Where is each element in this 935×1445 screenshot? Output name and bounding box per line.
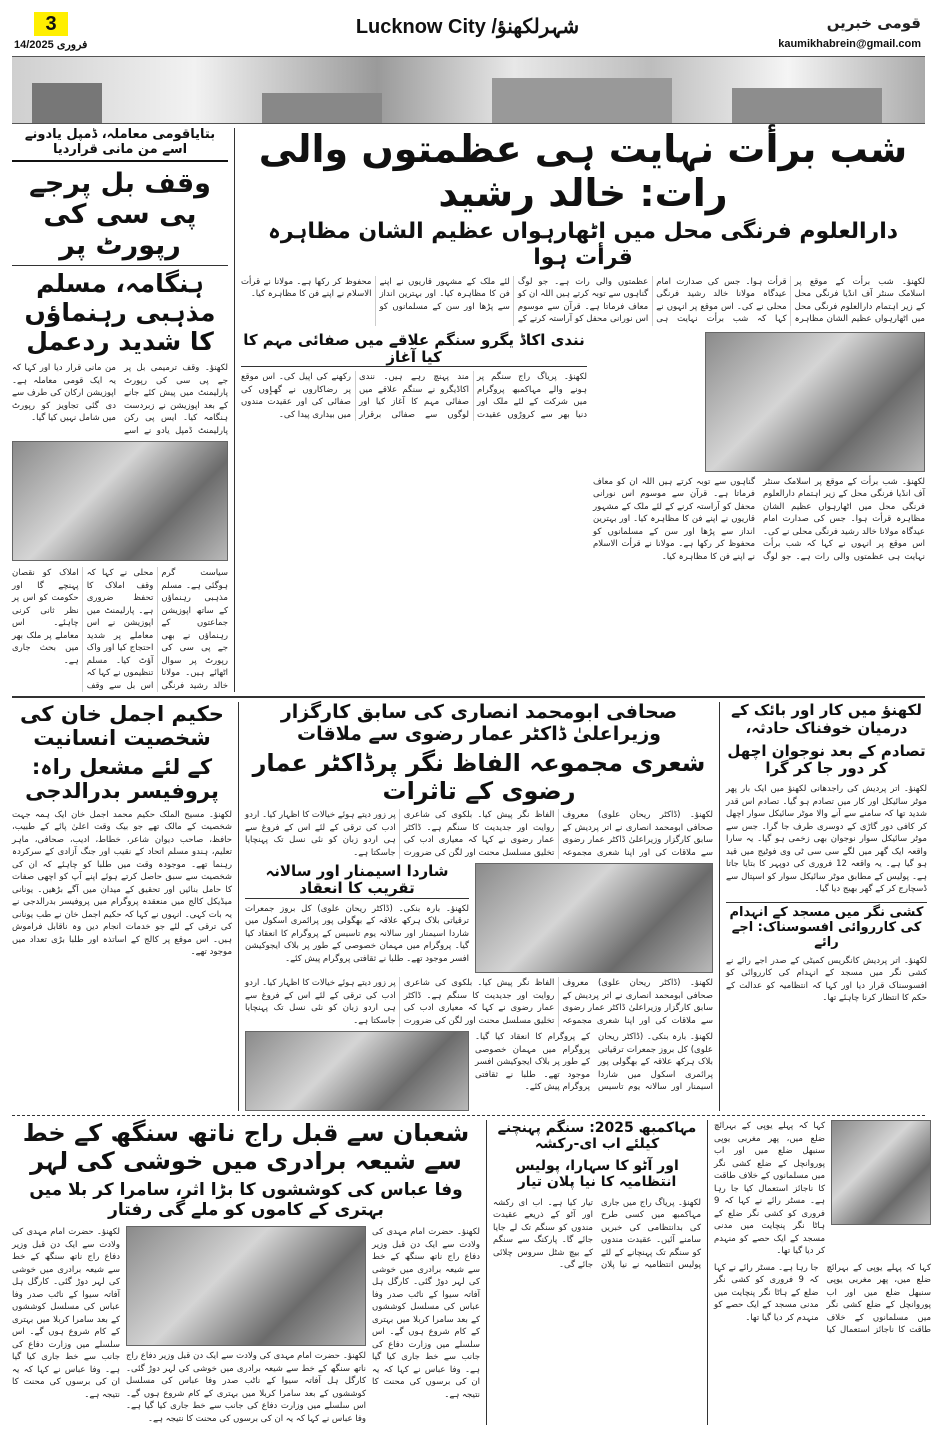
- article-kicker: بتایاقومی معاملہ، ڈمپل یادونے اسے من مانی قراردیا: [12, 128, 228, 162]
- photo-and-continuation: [593, 332, 925, 564]
- article-body-2: لکھنؤ۔ بارہ بنکی۔ (ڈاکٹر ریحان علوی) کل بروز جمعرات ترقیاتی بلاک ہرکھ علاقہ کے بھگولی پور پرائمری اسکول میں شاردا اسیمنار اور سالانہ یوم تاسیس کے پروگرام کا انعقاد کیا گیا۔ پروگرام میں مہمان خصوصی کے طور پر بلاک ایجوکیشن افسر موجود تھے۔ طلبا نے ثقافتی پروگرام پیش کئے۔: [245, 903, 469, 964]
- photo-with-caption: [126, 1226, 366, 1425]
- article-headline-2: وفا عباس کی کوششوں کا بڑا اثر، سامرا کر بلا میں بہتری کے کاموں کو ملے گی رفتار: [29, 1180, 463, 1220]
- subsection-cleanliness-drive: [241, 332, 587, 422]
- article-headline: شعبان سے قبل راج ناتھ سنگھ کے خط سے شیعہ برادری میں خوشی کی لہر: [22, 1119, 470, 1175]
- column-divider: [707, 1120, 708, 1425]
- article-body: لکھنؤ۔ اتر پردیش کی راجدھانی لکھنؤ میں ایک بار پھر موٹر سائیکل اور کار میں تصادم ہو گیا۔ تصادم اس قدر شدید تھا کہ سامنے سے آنے والا موٹر سائیکل سوار اچھل کر کافی دور گاڑی کے دوسری طرف جا گرا۔ جس سے موٹر سائیکل سوار نوجوان بھی زخمی ہو گیا۔ یہ سارا واقعہ ایک گھر میں لگے سی سی ٹی وی فوٹیج میں قید ہو گیا ہے۔ یہ واقعہ 12 فروری کی دوپہر کا بتایا جاتا ہے۔ پولیس کے مطابق موٹر سائیکل سوار کو اسپتال سے ڈسچارج کر کے گھر بھیج دیا گیا۔: [726, 784, 928, 895]
- middle-row: [12, 701, 928, 1111]
- article-subsection-heading: شاردا اسیمنار اور سالانہ تقریب کا انعقاد: [245, 863, 469, 899]
- article-body-2-continued: لکھنؤ۔ بارہ بنکی۔ (ڈاکٹر ریحان علوی) کل بروز جمعرات ترقیاتی بلاک ہرکھ علاقہ کے بھگولی پور پرائمری اسکول میں شاردا اسیمنار اور سالانہ یوم تاسیس کے پروگرام کا انعقاد کیا گیا۔ پروگرام میں مہمان خصوصی کے طور پر بلاک ایجوکیشن افسر موجود تھے۔ طلبا نے ثقافتی پروگرام پیش کئے۔: [475, 1032, 713, 1093]
- photo-caption: لکھنؤ۔ حضرت امام مہدی کی ولادت سے ایک دن قبل وزیر دفاع راج ناتھ سنگھ کے خط سے شیعہ برادری میں خوشی کی لہر دوڑ گئی۔ کارگل ہل آفاتہ سیوا کے ناٹب صدر وفا عباس کی مسلسل کوششوں کے بعد سامرا کربلا میں بہتری کے کام شروع ہوں گے۔ اس سلسلے میں وزارت دفاع کی جانب سے خط جاری کیا گیا ہے۔ وفا عباس نے کہا کہ یہ ان کی برسوں کی محنت کا نتیجہ ہے۔: [126, 1351, 366, 1424]
- column-divider: [238, 702, 239, 1111]
- article-headline-2: شعری مجموعہ الفاظ نگر پرڈاکٹر عمار رضوی کے تاثرات: [252, 748, 706, 805]
- column-divider: [719, 702, 720, 1111]
- rajnath-singh-meeting-photo: [126, 1226, 366, 1346]
- article-headline: صحافی ابومحمد انصاری کی سابق کارگزار وزیراعلیٰ ڈاکٹر عمار رضوی سے ملاقات: [280, 701, 678, 746]
- top-row: [12, 128, 925, 692]
- dimple-yadav-photo: [12, 441, 228, 561]
- article-shab-e-barat: [241, 128, 925, 563]
- article-body-continued: سیاست گرم ہوگئی ہے۔ مسلم مذہبی رہنماؤں کے ساتھ اپوزیشن جماعتوں کے رہنماؤں نے بھی جے پی سی کی رپورٹ پر سوال اٹھائے ہیں۔ مولانا خالد رشید فرنگی محلی نے کہا کہ وقف املاک کا تحفظ ضروری ہے۔ پارلیمنٹ میں اپوزیشن نے اس معاملے پر شدید احتجاج کیا اور واک آؤٹ کیا۔ مسلم تنظیموں نے کہا کہ اس بل سے وقف املاک کو نقصان پہنچے گا اور حکومت کو اس پر نظر ثانی کرنی چاہئے۔ اس معاملے پر ملک بھر میں بحث جاری ہے۔: [12, 568, 228, 691]
- contact-email: kaumikhabrein@gmail.com: [778, 38, 921, 50]
- article-headline-3: کشی نگر میں مسجد کے انہدام کی کارروائی افسوسناک: اجے رائے: [726, 902, 927, 951]
- article-headline-2: تصادم کے بعد نوجوان اچھل کر دور جا کر گرا: [727, 741, 926, 778]
- masthead-logo: قومی خبریں: [826, 14, 921, 32]
- city-skyline-banner: [12, 56, 925, 124]
- article-body-2: لکھنؤ۔ پریاگ راج سنگم پر ہونے والے مہاکمبھ پروگرام میں شرکت کے لئے ملک اور دنیا بھر سے کروڑوں عقیدت مند پہنچ رہے ہیں۔ نندی اکاڈیگرو نے سنگم علاقے میں صفائی مہم کا آغاز کیا اور لوگوں سے صفائی برقرار رکھنے کی اپیل کی۔ اس موقع پر رضاکاروں نے گھاٟوں کی صفائی کی اور عقیدت مندوں میں بیداری پیدا کی۔: [241, 372, 587, 420]
- issue-date: 14/فروری 2025: [14, 39, 88, 51]
- section-title: Lucknow City /شہرلکھنؤ: [355, 16, 580, 38]
- article-hakim-ajmal-khan: [12, 702, 232, 959]
- article-headline-2: کے لئے مشعل راہ: پروفیسر بدرالدجی: [25, 754, 219, 803]
- subsection-seminar: [245, 863, 469, 965]
- article-body-continued: کہا کہ پہلے یوپی کے بہرائچ ضلع میں، پھر مغربی یوپی سنبھل ضلع میں اور اب پوروانچل کے ضلع کشی نگر میں مسلمانوں کے خلاف طاقت کا ناجائز استعمال کیا جا رہا ہے۔ مسٹر رائے نے کہا کہ 9 فروری کو کشی نگر ضلع کے ہاٹا نگر پنچایت میں مدنی مسجد کے ایک حصے کو منہدم کر دیا گیا تھا۔: [714, 1262, 931, 1336]
- article-body: لکھنؤ۔ مسیح الملک حکیم محمد اجمل خان ایک ہمہ جہت شخصیت کے مالک تھے جو بیک وقت اعلیٰ پائے کے طبیب، حافظ، صاحب دیوان شاعر، خطاط، ادیب، صحافی، ماہر تعلیم، ہندو مسلم اتحاد کے نقیب اور جنگ آزادی کے سرکردہ رہنما تھے۔ موجودہ وقت میں طلبا کو چاہئے کہ ان کی شخصیت سے سبق حاصل کرتے ہوئے اپنے آپ کو اچھی صفات کا حامل بنائیں اور تحقیق کے میدان میں آگے بڑھیں۔ یونانی میڈیکل کالج میں منعقدہ پروگرام میں پروفیسر بدرالدجی نے یہ بات کہی۔ انہوں نے کہا کہ حکیم اجمل خان نے طب یونانی کی ترقی کے لئے جو خدمات انجام دیں وہ ناقابل فراموش ہیں۔ اس موقع پر کالج کے اساتذہ اور طلبا بڑی تعداد میں موجود تھے۔: [12, 809, 232, 958]
- article-ammar-rizvi-meeting: [245, 702, 713, 1111]
- article-body: لکھنؤ۔ وقف ترمیمی بل پر جے پی سی کی رپورٹ پارلیمنٹ میں پیش کئے جانے کے بعد اپوزیشن نے زبردست ہنگامہ کیا۔ ایس پی رکن پارلیمنٹ ڈمپل یادو نے اسے من مانی قرار دیا اور کہا کہ یہ ایک قومی معاملہ ہے۔ اپوزیشن ارکان کی طرف سے دی گئی تجاویز کو رپورٹ میں شامل نہیں کیا گیا۔: [12, 363, 228, 436]
- seminar-and-photo-row: [245, 863, 713, 973]
- headline-rule: [12, 265, 228, 266]
- column-divider: [486, 1120, 487, 1425]
- article-body-continued: لکھنؤ۔ شب برأت کے موقع پر اسلامک سنٹر آف انڈیا فرنگی محل کے زیر اہتمام دارالعلوم فرنگی محل میں اٹھارہواں عظیم الشان مظاہرہ قرأت ہوا۔ جس کی صدارت امام عیدگاہ مولانا خالد رشید فرنگی محلی نے کی۔ اس موقع پر انہوں نے کہا کہ شب برأت نہایت ہی عظمتوں والی رات ہے۔ جو لوگ گناہوں سے توبہ کرتے ہیں اللہ ان کو معاف فرماتا ہے۔ قرآن سے موسوم اس نورانی محفل کو آراستہ کرنے کے لئے ملک کے مشہور قاریوں نے اپنے فن کا مظاہرہ کیا۔ اور بہترین انداز سے پڑھا اور سن کے مسلمانوں کو محفوظ کر رکھا ہے۔ مولانا نے قرأت الاسلام نے اپنے فن کا مظاہرہ کیا۔: [593, 476, 925, 562]
- article-headline-2: اور آٹو کا سہارا، پولیس انتظامیہ کا نیا پلان تیار: [515, 1158, 679, 1191]
- khalid-rasheed-photo: [705, 332, 925, 472]
- article-headline: لکھنؤ میں کار اور بائک کے درمیان خوفناک حادثہ،: [731, 701, 922, 737]
- article-mahakumbh: [493, 1120, 701, 1271]
- article-headline: حکیم اجمل خان کی شخصیت انسانیت: [20, 702, 224, 751]
- article-body: لکھنؤ۔ پریاگ راج میں جاری مہاکمبھ میں کسی طرح کی بدانتظامی کی خبریں سامنے آئیں۔ عقیدت مندوں کو سنگم تک پہنچانے کے لئے پولیس انتظامیہ نے نیا پلان تیار کیا ہے۔ اب ای رکشہ اور آٹو کے ذریعے عقیدت مندوں کو سنگم تک لے جایا جائے گا۔ پارکنگ سے سنگم کے بیچ شٹل سروس چلائی جائے گی۔: [493, 1197, 701, 1271]
- article-headline-2: ہنگامہ، مسلم مذہبی رہنماؤں کا شدید ردعمل: [24, 269, 216, 356]
- article-body: کہا کہ پہلے یوپی کے بہرائچ ضلع میں، پھر مغربی یوپی سنبھل ضلع میں اور اب پوروانچل کے ضلع کشی نگر میں مسلمانوں کے خلاف طاقت کا ناجائز استعمال کیا جا رہا ہے۔ مسٹر رائے نے کہا کہ 9 فروری کو کشی نگر ضلع کے ہاٹا نگر پنچایت میں مدنی مسجد کے ایک حصے کو منہدم کر دیا گیا تھا۔: [714, 1121, 825, 1257]
- article-body-2: لکھنؤ۔ اتر پردیش کانگریس کمیٹی کے صدر اجے رائے نے کشی نگر میں مسجد کے انہدام کی کارروائی کو افسوسناک قرار دیا اور کہا کہ انتظامیہ کو عدالت کے حکم کا انتظار کرنا چاہئے تھا۔: [726, 955, 927, 1004]
- shab-e-barat-lower: [241, 332, 925, 564]
- article-body: لکھنؤ۔ (ڈاکٹر ریحان علوی) معروف صحافی ابومحمد انصاری نے اتر پردیش کے سابق کارگزار وزیراعلیٰ ڈاکٹر عمار رضوی سے ملاقات کی اور اپنا شعری مجموعہ الفاظ نگر پیش کیا۔ بلکوی کی شاعری روایت اور جدیدیت کا سنگم ہے۔ ڈاکٹر عمار رضوی نے کہا کہ معیاری ادب کی تخلیق مسلسل محنت اور لگن کی ضرورت پر زور دیتے ہوئے خیالات کا اظہار کیا۔ اردو ادب کی ترقی کے لئے اس کے فروغ سے ہی اردو زبان کو نئی نسل تک پہنچایا جاسکتا ہے۔: [245, 810, 713, 858]
- article-lucknow-accident: [726, 702, 927, 1004]
- column-divider: [234, 128, 235, 692]
- seminar-photo: [245, 1031, 469, 1111]
- article-ajay-rai-continued: [714, 1120, 931, 1337]
- bottom-row: [12, 1119, 931, 1425]
- article-rajnath-letter: [12, 1120, 480, 1425]
- ajay-rai-photo: [831, 1120, 931, 1225]
- page-content: [12, 127, 931, 1425]
- article-body-continued: لکھنؤ۔ حضرت امام مہدی کی ولادت سے ایک دن قبل وزیر دفاع راج ناتھ سنگھ کے خط سے شیعہ برادری میں خوشی کی لہر دوڑ گئی۔ کارگل ہل آفاتہ سیوا کے ناٹب صدر وفا عباس کی مسلسل کوششوں کے بعد سامرا کربلا میں بہتری کے کام شروع ہوں گے۔ اس سلسلے میں وزارت دفاع کی جانب سے خط جاری کیا گیا ہے۔ وفا عباس نے کہا کہ یہ ان کی برسوں کی محنت کا نتیجہ ہے۔: [12, 1227, 120, 1400]
- seminar-photo-row: [245, 1031, 713, 1111]
- ajay-rai-top-row: [714, 1120, 931, 1258]
- page-number: 3: [34, 12, 68, 36]
- book-release-photo: [475, 863, 713, 973]
- rajnath-letter-body-row: [12, 1226, 480, 1425]
- section-divider: [12, 1115, 925, 1116]
- article-body: لکھنؤ۔ حضرت امام مہدی کی ولادت سے ایک دن قبل وزیر دفاع راج ناتھ سنگھ کے خط سے شیعہ برادری میں خوشی کی لہر دوڑ گئی۔ کارگل ہل آفاتہ سیوا کے ناٹب صدر وفا عباس کی مسلسل کوششوں کے بعد سامرا کربلا میں بہتری کے کام شروع ہوں گے۔ اس سلسلے میں وزارت دفاع کی جانب سے خط جاری کیا گیا ہے۔ وفا عباس نے کہا کہ یہ ان کی برسوں کی محنت کا نتیجہ ہے۔: [372, 1227, 480, 1400]
- article-headline: شب برأت نہایت ہی عظمتوں والی رات: خالد رشید: [258, 127, 908, 215]
- article-subsection-heading: نندی اکاڈ یگرو سنگم علاقے میں صفائی مہم کا کیا آغاز: [241, 332, 587, 368]
- article-subheadline: دارالعلوم فرنگی محل میں اٹھارہواں عظیم الشان مظاہرہ قرأت ہوا: [267, 219, 899, 270]
- section-divider: [12, 696, 925, 698]
- article-body: لکھنؤ۔ شب برأت کے موقع پر اسلامک سنٹر آف انڈیا فرنگی محل کے زیر اہتمام دارالعلوم فرنگی محل میں اٹھارہواں عظیم الشان مظاہرہ قرأت ہوا۔ جس کی صدارت امام عیدگاہ مولانا خالد رشید فرنگی محلی نے کی۔ اس موقع پر انہوں نے کہا کہ شب برأت نہایت ہی عظمتوں والی رات ہے۔ جو لوگ گناہوں سے توبہ کرتے ہیں اللہ ان کو معاف فرماتا ہے۔ قرآن سے موسوم اس نورانی محفل کو آراستہ کرنے کے لئے ملک کے مشہور قاریوں نے اپنے فن کا مظاہرہ کیا۔ اور بہترین انداز سے پڑھا اور سن کے مسلمانوں کو محفوظ کر رکھا ہے۔ مولانا نے قرأت الاسلام نے اپنے فن کا مظاہرہ کیا۔: [241, 276, 925, 325]
- article-headline: مہاکمبھ 2025: سنگم پہنچنے کیلئے اب ای-رکشہ: [497, 1120, 697, 1153]
- article-body-continued: لکھنؤ۔ (ڈاکٹر ریحان علوی) معروف صحافی ابومحمد انصاری نے اتر پردیش کے سابق کارگزار وزیراعلیٰ ڈاکٹر عمار رضوی سے ملاقات کی اور اپنا شعری مجموعہ الفاظ نگر پیش کیا۔ بلکوی کی شاعری روایت اور جدیدیت کا سنگم ہے۔ ڈاکٹر عمار رضوی نے کہا کہ معیاری ادب کی تخلیق مسلسل محنت اور لگن کی ضرورت پر زور دیتے ہوئے خیالات کا اظہار کیا۔ اردو ادب کی ترقی کے لئے اس کے فروغ سے ہی اردو زبان کو نئی نسل تک پہنچایا جاسکتا ہے۔: [245, 978, 713, 1026]
- article-waqf-bill: [12, 128, 228, 692]
- article-headline: وقف بل پرجے پی سی کی رپورٹ پر: [29, 167, 211, 261]
